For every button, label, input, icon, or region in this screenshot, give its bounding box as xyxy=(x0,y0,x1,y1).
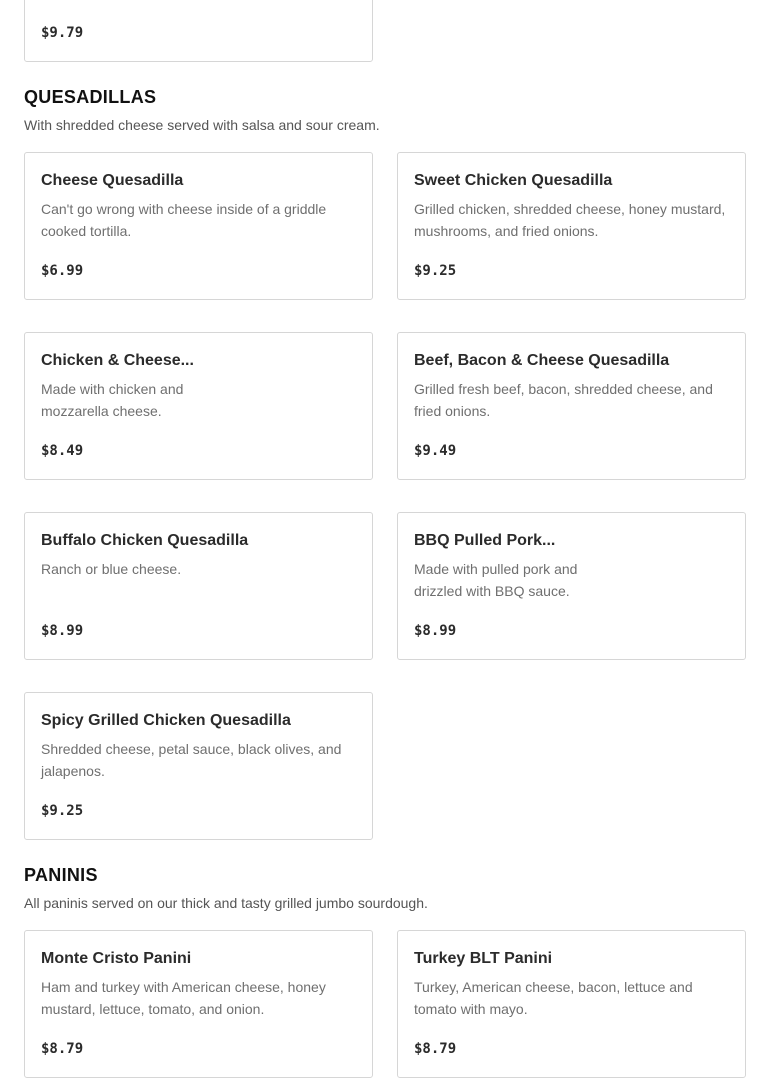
item-name: Monte Cristo Panini xyxy=(41,950,192,967)
item-description: Can't go wrong with cheese inside of a griddle cooked tortilla. xyxy=(41,201,327,239)
menu-item-card[interactable] xyxy=(24,332,373,480)
item-price: $8.49 xyxy=(41,443,84,459)
section-description-paninis: All paninis served on our thick and tasty grilled jumbo sourdough. xyxy=(24,895,428,911)
item-price: $9.79 xyxy=(41,25,84,41)
menu-item-card[interactable] xyxy=(24,692,373,840)
item-price: $8.99 xyxy=(41,623,84,639)
item-description: Grilled fresh beef, bacon, shredded cheese, and fried onions. xyxy=(414,381,713,419)
menu-item-card[interactable] xyxy=(397,512,746,660)
item-description: Shredded cheese, petal sauce, black olives, and jalapenos. xyxy=(41,741,342,779)
section-title-quesadillas: QUESADILLAS xyxy=(24,87,157,107)
section-title-paninis: PANINIS xyxy=(24,865,98,885)
item-name: Turkey BLT Panini xyxy=(414,950,553,967)
item-description: Made with chicken and mozzarella cheese. xyxy=(41,381,184,419)
item-price: $9.25 xyxy=(414,263,457,279)
menu-item-card[interactable] xyxy=(397,930,746,1078)
item-description: Made with pulled pork and drizzled with BBQ sauce. xyxy=(414,561,578,599)
item-name: Sweet Chicken Quesadilla xyxy=(414,172,613,189)
menu-item-card[interactable] xyxy=(24,0,373,62)
item-price: $9.25 xyxy=(41,803,84,819)
item-name: Buffalo Chicken Quesadilla xyxy=(41,532,249,549)
item-price: $8.79 xyxy=(414,1041,457,1057)
item-name: Beef, Bacon & Cheese Quesadilla xyxy=(414,352,670,369)
item-price: $6.99 xyxy=(41,263,84,279)
item-description: Grilled chicken, shredded cheese, honey mustard, mushrooms, and fried onions. xyxy=(414,201,726,239)
item-name: Spicy Grilled Chicken Quesadilla xyxy=(41,712,291,729)
menu-item-card[interactable] xyxy=(24,152,373,300)
section-description-quesadillas: With shredded cheese served with salsa and sour cream. xyxy=(24,117,380,133)
item-price: $8.79 xyxy=(41,1041,84,1057)
menu-item-card[interactable] xyxy=(397,152,746,300)
menu-item-card[interactable] xyxy=(24,930,373,1078)
item-description: Ranch or blue cheese. xyxy=(41,561,182,577)
item-name: Chicken & Cheese... xyxy=(41,352,194,369)
item-name: Cheese Quesadilla xyxy=(41,172,184,189)
menu-item-card[interactable] xyxy=(397,332,746,480)
menu-item-card[interactable] xyxy=(24,512,373,660)
item-price: $8.99 xyxy=(414,623,457,639)
item-name: BBQ Pulled Pork... xyxy=(414,532,556,549)
item-description: Turkey, American cheese, bacon, lettuce and tomato with mayo. xyxy=(414,979,693,1017)
item-description: Ham and turkey with American cheese, honey mustard, lettuce, tomato, and onion. xyxy=(41,979,326,1017)
item-price: $9.49 xyxy=(414,443,457,459)
